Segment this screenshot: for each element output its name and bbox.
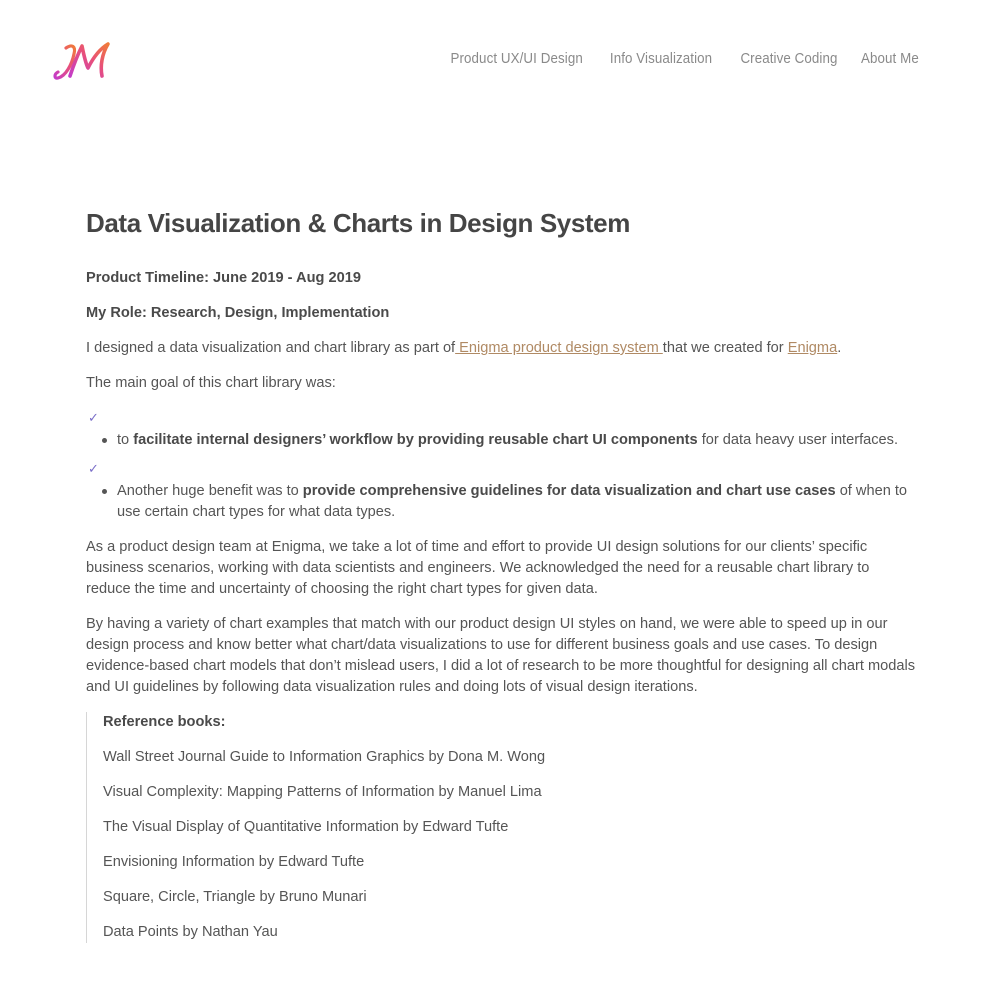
main-nav — [439, 51, 919, 67]
reference-books — [86, 712, 916, 943]
my-role: My Role: Research, Design, Implementation — [86, 305, 390, 321]
intro-text-before: I designed a data visualization and chart library as part of — [86, 340, 456, 356]
goal-text-before: Another huge benefit was to — [117, 483, 303, 499]
goal-heading: The main goal of this chart library was: — [86, 375, 336, 391]
check-icon: ✓ — [88, 410, 99, 425]
reference-books-title: Reference books: — [103, 714, 226, 730]
body-paragraph: As a product design team at Enigma, we take a lot of time and effort to provide UI design solutions for our clients’ specific business scenarios, working with data scientists and engineers. We acknowledged the need for a reusable chart library to reduce the time and uncertainty of choosing the right chart types for given data. — [86, 539, 870, 597]
intro-paragraph — [86, 338, 916, 359]
goal-item — [86, 408, 916, 451]
nav-about-me[interactable]: About Me — [861, 51, 919, 67]
nav-info-visualization[interactable]: Info Visualization — [610, 51, 713, 67]
reference-book: Data Points by Nathan Yau — [103, 924, 278, 940]
goal-text-after: of when to use certain chart types for what data types. — [117, 483, 908, 520]
nav-product-ux-ui-design[interactable]: Product UX/UI Design — [450, 51, 583, 67]
reference-book: Square, Circle, Triangle by Bruno Munari — [103, 889, 367, 905]
goal-text-after: for data heavy user interfaces. — [697, 432, 899, 448]
article — [86, 205, 916, 943]
goal-item — [86, 459, 916, 523]
goal-text-bold: provide comprehensive guidelines for data visualization and chart use cases — [302, 483, 836, 499]
reference-book: Visual Complexity: Mapping Patterns of Information by Manuel Lima — [103, 784, 542, 800]
page-title: Data Visualization & Charts in Design System — [86, 208, 630, 238]
enigma-design-system-link[interactable]: Enigma product design system — [455, 340, 663, 356]
reference-book: Wall Street Journal Guide to Information Graphics by Dona M. Wong — [103, 749, 546, 765]
nav-creative-coding[interactable]: Creative Coding — [740, 51, 838, 67]
product-timeline: Product Timeline: June 2019 - Aug 2019 — [86, 270, 361, 286]
bullet-dot — [102, 438, 107, 443]
check-icon: ✓ — [88, 461, 99, 476]
goal-text-bold: facilitate internal designers’ workflow by providing reusable chart UI components — [133, 432, 698, 448]
intro-text-after: . — [837, 340, 842, 356]
goal-text — [86, 430, 916, 451]
reference-book: The Visual Display of Quantitative Information by Edward Tufte — [103, 819, 509, 835]
intro-text-middle: that we created for — [662, 340, 788, 356]
body-paragraph: By having a variety of chart examples that match with our product design UI styles on hand, we were able to speed up in our design process and know better what chart/data visualizations to use for different business goals and use cases. To design evidence-based chart models that don’t mislead users, I did a lot of research to be more thoughtful for designing all chart modals and UI guidelines by following data visualization rules and doing lots of visual design iterations. — [86, 616, 916, 695]
logo[interactable] — [52, 38, 112, 84]
reference-book: Envisioning Information by Edward Tufte — [103, 854, 365, 870]
bullet-dot — [102, 489, 107, 494]
enigma-link[interactable]: Enigma — [787, 340, 838, 356]
goal-text-before: to — [117, 432, 134, 448]
goal-text — [86, 481, 916, 523]
